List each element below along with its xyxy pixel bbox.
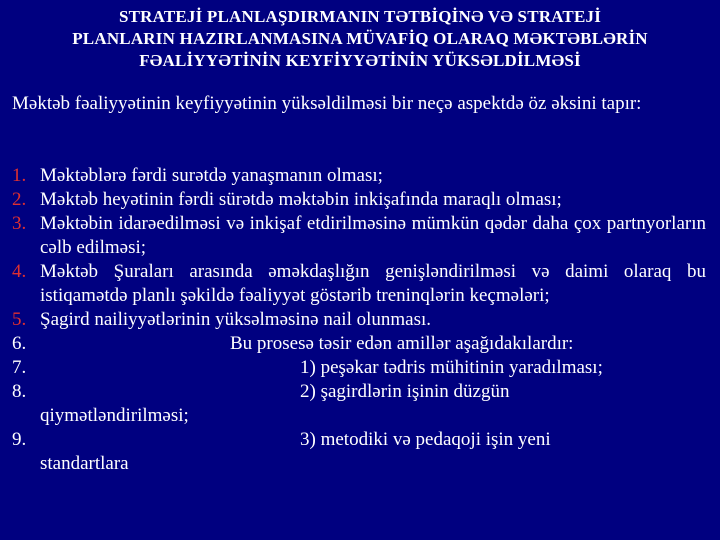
- list-item: [0, 428, 720, 476]
- list-number: 1.: [12, 165, 27, 186]
- title-line-3: FƏALİYYƏTİNİN KEYFİYYƏTİNİN YÜKSƏLDİLMƏSİ: [139, 51, 581, 70]
- list-number: 3.: [12, 213, 27, 234]
- list-item-text: Məktəblərə fərdi surətdə yanaşmanın olması;: [40, 165, 383, 186]
- list-item-text: Şagird nailiyyətlərinin yüksəlməsinə nail olunması.: [40, 309, 432, 330]
- title-line-1: STRATEJİ PLANLAŞDIRMANIN TƏTBİQİNƏ VƏ STRATEJİ: [118, 7, 602, 26]
- list-item-text: Məktəb heyətinin fərdi sürətdə məktəbin inkişafında maraqlı olması;: [40, 189, 562, 210]
- list-item-text: 3) metodiki və pedaqoji işin yeni: [300, 429, 551, 450]
- list-item-continuation: qiymətləndirilməsi;: [40, 405, 189, 426]
- title-line-2: PLANLARIN HAZIRLANMASINA MÜVAFİQ OLARAQ MƏKTƏBLƏRİN: [72, 29, 648, 48]
- list-item: [0, 260, 720, 308]
- list-number: 8.: [12, 381, 27, 402]
- list-item: [0, 356, 720, 380]
- list-number: 5.: [12, 309, 27, 330]
- list-number: 6.: [12, 333, 27, 354]
- list-item-text: 1) peşəkar tədris mühitinin yaradılması;: [300, 357, 603, 378]
- list-item: [0, 308, 720, 332]
- list-item-text: Bu prosesə təsir edən amillər aşağıdakılardır:: [230, 333, 574, 354]
- list-number: 2.: [12, 189, 27, 210]
- list-number: 4.: [12, 261, 27, 282]
- list-number: 7.: [12, 357, 27, 378]
- list-item: [0, 188, 720, 212]
- list-number: 9.: [12, 429, 27, 450]
- list-item: [0, 380, 720, 428]
- list-item: [0, 332, 720, 356]
- list-item-text: Məktəbin idarəedilməsi və inkişaf etdirilməsinə mümkün qədər daha çox partnyorların cəlb edilməsi;: [40, 213, 706, 258]
- slide-title: [0, 6, 720, 72]
- list-item-text: Məktəb Şuraları arasında əməkdaşlığın genişləndirilməsi və daimi olaraq bu istiqamətdə planlı şəkildə fəaliyyət göstərib treninqlərin keçmələri;: [40, 261, 706, 306]
- list-item-continuation: standartlara: [40, 453, 129, 474]
- list-item: [0, 212, 720, 260]
- intro-paragraph: Məktəb fəaliyyətinin keyfiyyətinin yüksəldilməsi bir neçə aspektdə öz əksini tapır:: [12, 93, 642, 114]
- aspects-list: [0, 164, 720, 476]
- list-item: [0, 164, 720, 188]
- list-item-text: 2) şagirdlərin işinin düzgün: [300, 381, 510, 402]
